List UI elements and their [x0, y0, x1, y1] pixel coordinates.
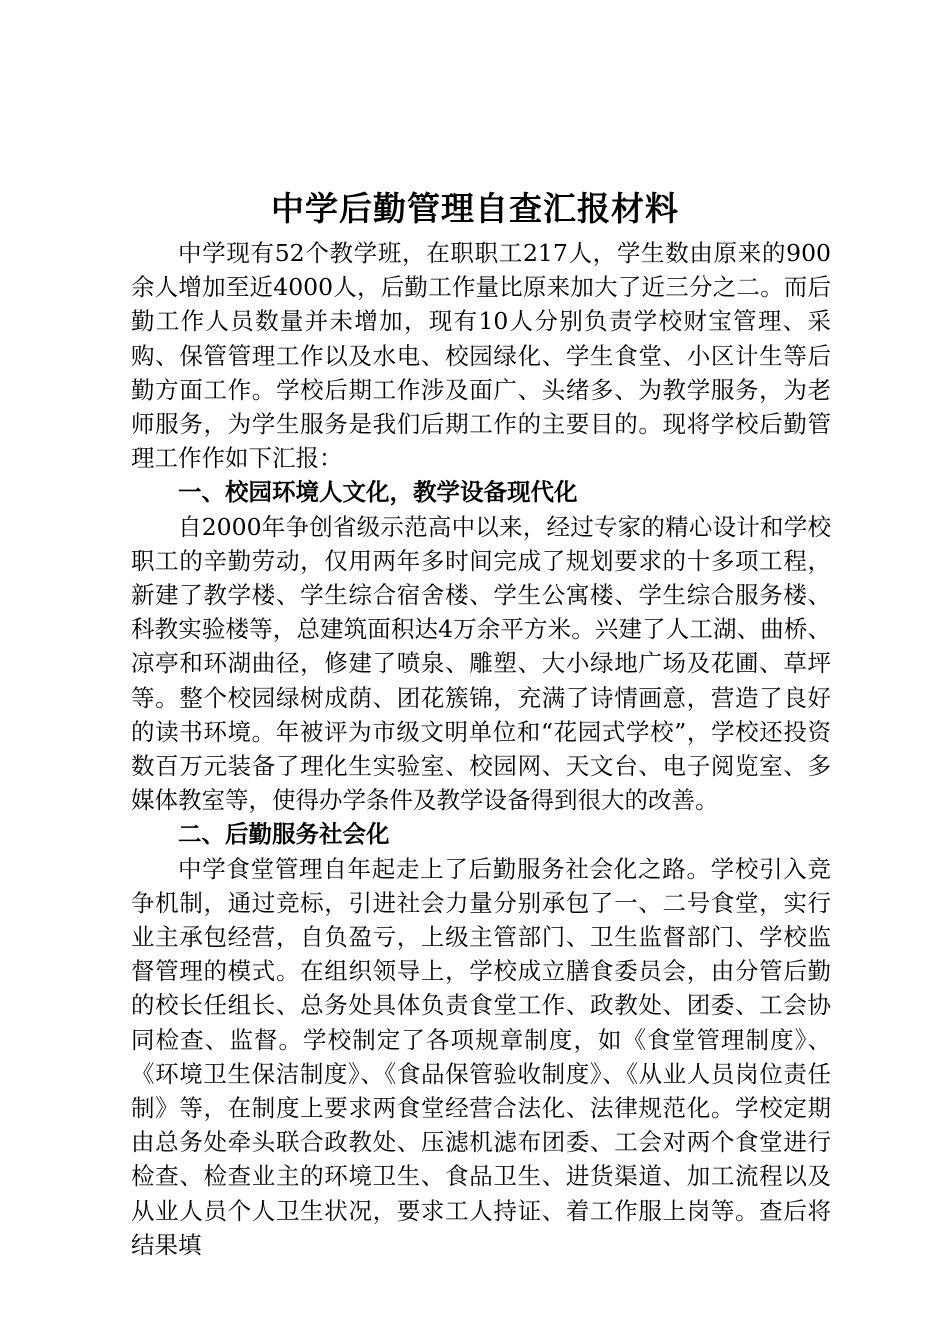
document-body — [131, 236, 831, 1262]
section-2-heading: 二、后勤服务社会化 — [178, 820, 390, 849]
intro-paragraph: 中学现有52个教学班，在职职工217人，学生数由原来的900余人增加至近4000人，后勤工作量比原来加大了近三分之二。而后勤工作人员数量并未增加，现有10人分别负责学校财宝管理、采购、保管管理工作以及水电、校园绿化、学生食堂、小区计生等后勤方面工作。学校后期工作涉及面广、头绪多、为教学服务，为老师服务，为学生服务是我们后期工作的主要目的。现将学校后勤管理工作作如下汇报： — [131, 239, 831, 473]
section-1-heading: 一、校园环境人文化，教学设备现代化 — [178, 478, 578, 507]
document-title: 中学后勤管理自查汇报材料 — [271, 189, 679, 228]
section-1-paragraph: 自2000年争创省级示范高中以来，经过专家的精心设计和学校职工的辛勤劳动，仅用两年多时间完成了规划要求的十多项工程，新建了教学楼、学生综合宿舍楼、学生公寓楼、学生综合服务楼、科教实验楼等，总建筑面积达4万余平方米。兴建了人工湖、曲桥、凉亭和环湖曲径，修建了喷泉、雕塑、大小绿地广场及花圃、草坪等。整个校园绿树成荫、团花簇锦，充满了诗情画意，营造了良好的读书环境。年被评为市级文明单位和“花园式学校”，学校还投资数百万元装备了理化生实验室、校园网、天文台、电子阅览室、多媒体教室等，使得办学条件及教学设备得到很大的改善。 — [131, 512, 831, 815]
section-2-paragraph: 中学食堂管理自年起走上了后勤服务社会化之路。学校引入竞争机制，通过竞标，引进社会力量分别承包了一、二号食堂，实行业主承包经营，自负盈亏，上级主管部门、卫生监督部门、学校监督管理的模式。在组织领导上，学校成立膳食委员会，由分管后勤的校长任组长、总务处具体负责食堂工作、政教处、团委、工会协同检查、监督。学校制定了各项规章制度，如《食堂管理制度》、《环境卫生保洁制度》、《食品保管验收制度》、《从业人员岗位责任制》等，在制度上要求两食堂经营合法化、法律规范化。学校定期由总务处牵头联合政教处、压滤机滤布团委、工会对两个食堂进行检查、检查业主的环境卫生、食品卫生、进货渠道、加工流程以及从业人员个人卫生状况，要求工人持证、着工作服上岗等。查后将结果填 — [131, 854, 831, 1259]
